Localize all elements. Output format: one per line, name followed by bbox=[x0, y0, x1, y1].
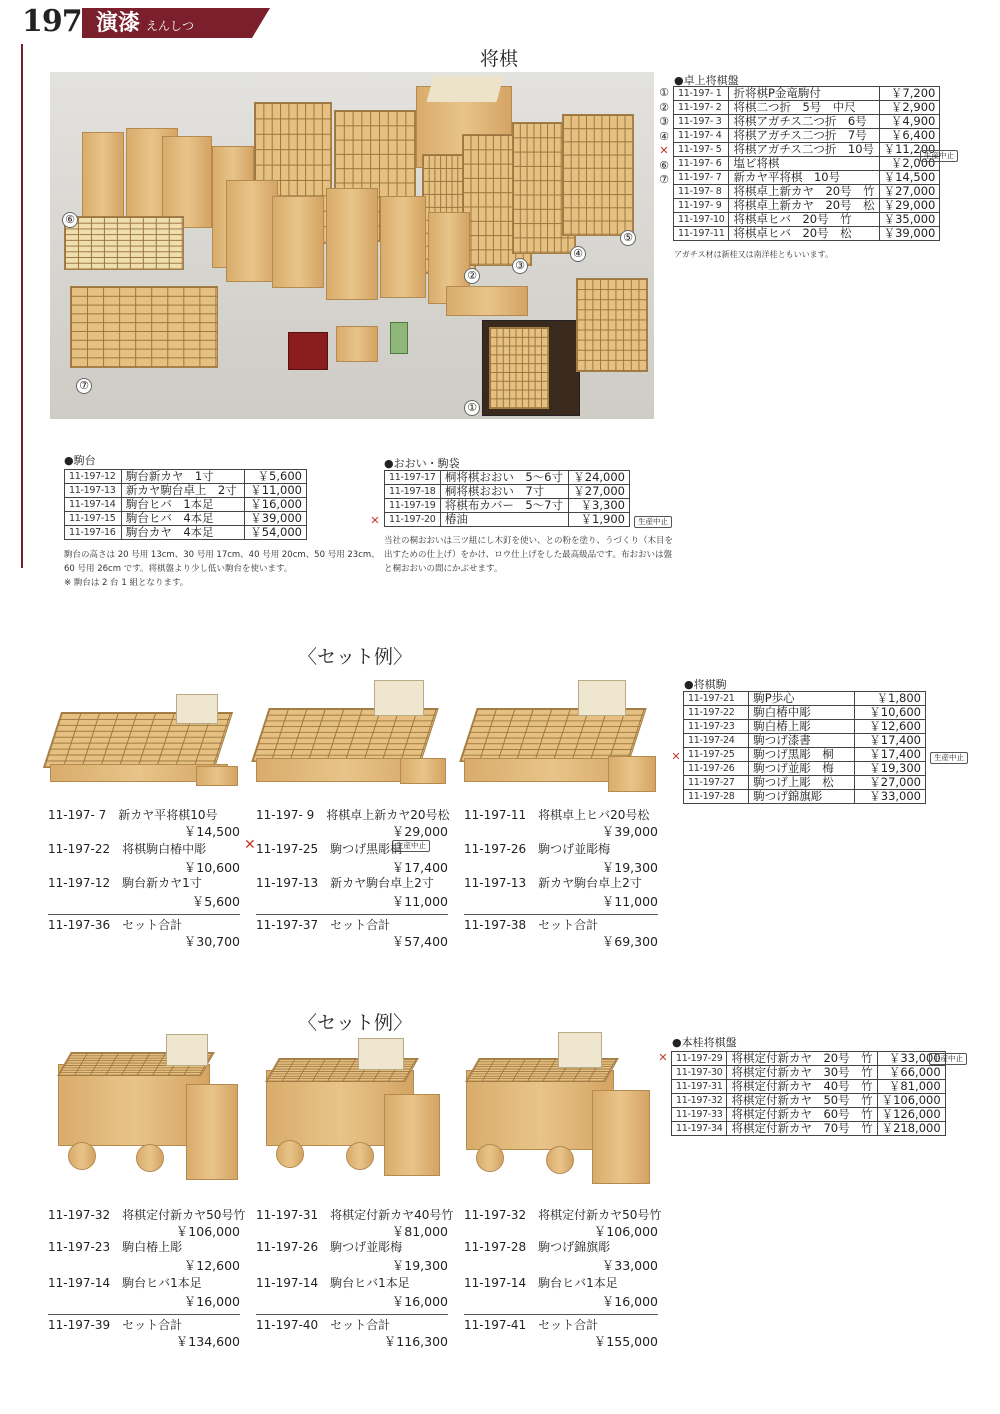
set-image-1 bbox=[46, 690, 242, 792]
divider bbox=[464, 914, 658, 915]
product-name: 折将棋P金竜駒付 bbox=[729, 87, 879, 101]
set-total-line: 11-197-41 セット合計 bbox=[464, 1318, 599, 1332]
set-image-2 bbox=[252, 680, 448, 790]
discontinued-cross-icon: ✕ bbox=[370, 514, 380, 527]
product-price: ￥39,000 bbox=[244, 512, 306, 526]
product-code: 11-197-21 bbox=[684, 692, 749, 706]
set-image-5 bbox=[262, 1030, 458, 1180]
table-row bbox=[385, 471, 630, 485]
set-example-title: 〈セット例〉 bbox=[298, 1012, 413, 1034]
table-row bbox=[385, 485, 630, 499]
product-price: ￥35,000 bbox=[879, 213, 940, 227]
product-price: ￥6,400 bbox=[879, 129, 940, 143]
product-code: 11-197- 3 bbox=[674, 115, 729, 129]
product-price: ￥33,000 bbox=[877, 1052, 945, 1066]
product-price: ￥4,900 bbox=[879, 115, 940, 129]
product-price: ￥7,200 bbox=[879, 87, 940, 101]
set-total-line: 11-197-38 セット合計 bbox=[464, 918, 599, 932]
product-code: 11-197- 5 bbox=[674, 143, 729, 157]
photo-label-1: ① bbox=[464, 400, 480, 416]
product-price: ￥66,000 bbox=[877, 1066, 945, 1080]
koma-box-image bbox=[374, 680, 424, 716]
table-row bbox=[684, 706, 926, 720]
note-line: ※ 駒台は 2 台 1 組となります。 bbox=[64, 578, 189, 588]
honkaya-price-table bbox=[671, 1051, 946, 1136]
table-row bbox=[684, 720, 926, 734]
product-code: 11-197-24 bbox=[684, 734, 749, 748]
set-item-line: 11-197- 9 将棋卓上新カヤ20号松 bbox=[256, 808, 450, 822]
product-code: 11-197-29 bbox=[672, 1052, 727, 1066]
koma-box-image bbox=[558, 1032, 602, 1068]
set-item-price: ￥5,600 bbox=[191, 894, 240, 909]
note-line: 60 号用 26cm です。将棋盤より少し低い駒台を使います。 bbox=[64, 564, 293, 574]
set-item-price: ￥16,000 bbox=[391, 1294, 448, 1309]
row-mark: ① bbox=[659, 86, 669, 99]
table-row bbox=[684, 734, 926, 748]
koma-stand-image bbox=[380, 196, 426, 298]
set-total-price: ￥116,300 bbox=[383, 1334, 448, 1349]
set-item-line: 11-197-25 駒つげ黒彫桐 bbox=[256, 842, 403, 856]
product-price: ￥2,900 bbox=[879, 101, 940, 115]
product-name: 将棋定付新カヤ 40号 竹 bbox=[727, 1080, 877, 1094]
product-price: ￥16,000 bbox=[244, 498, 306, 512]
product-name: 駒つげ錦旗彫 bbox=[749, 790, 854, 804]
koma-stand-image bbox=[82, 132, 124, 218]
product-price: ￥14,500 bbox=[879, 171, 940, 185]
table-row bbox=[684, 748, 926, 762]
koma-price-table bbox=[683, 691, 926, 804]
product-code: 11-197-11 bbox=[674, 227, 729, 241]
product-name: 将棋定付新カヤ 70号 竹 bbox=[727, 1122, 877, 1136]
product-price: ￥81,000 bbox=[877, 1080, 945, 1094]
set-item-price: ￥106,000 bbox=[175, 1224, 240, 1239]
table-row bbox=[674, 87, 940, 101]
set-example-title: 〈セット例〉 bbox=[298, 646, 413, 668]
product-name: 駒つげ並彫 梅 bbox=[749, 762, 854, 776]
table-row bbox=[674, 199, 940, 213]
set-total-line: 11-197-37 セット合計 bbox=[256, 918, 391, 932]
set-item-line: 11-197-26 駒つげ並彫梅 bbox=[464, 842, 611, 856]
set-item-line: 11-197-26 駒つげ並彫梅 bbox=[256, 1240, 403, 1254]
koma-stand-image bbox=[272, 196, 324, 288]
product-photo bbox=[50, 72, 654, 419]
category-title bbox=[96, 8, 194, 41]
photo-label-7: ⑦ bbox=[76, 378, 92, 394]
product-code: 11-197-13 bbox=[65, 484, 122, 498]
product-name: 将棋卓上新カヤ 20号 竹 bbox=[729, 185, 879, 199]
product-name: 駒白椿上彫 bbox=[749, 720, 854, 734]
divider bbox=[256, 1314, 448, 1315]
table-row bbox=[674, 157, 940, 171]
product-code: 11-197-30 bbox=[672, 1066, 727, 1080]
table-row bbox=[674, 115, 940, 129]
set-item-line: 11-197-14 駒台ヒバ1本足 bbox=[256, 1276, 410, 1290]
discontinued-badge: 生産中止 bbox=[930, 752, 968, 764]
set-column-39 bbox=[48, 1208, 246, 1350]
set-item-price: ￥11,000 bbox=[601, 894, 658, 909]
product-name: 駒台カヤ 4本足 bbox=[121, 526, 244, 540]
set-item-line: 11-197-32 将棋定付新カヤ50号竹 bbox=[464, 1208, 662, 1222]
product-price: ￥27,000 bbox=[879, 185, 940, 199]
board-leg-image bbox=[68, 1142, 96, 1170]
koma-box-image bbox=[358, 1038, 404, 1070]
table-row bbox=[674, 171, 940, 185]
product-name: 将棋アガチス二つ折 10号 bbox=[729, 143, 879, 157]
product-name: 将棋布カバー 5～7寸 bbox=[440, 499, 568, 513]
photo-label-5: ⑤ bbox=[620, 230, 636, 246]
board-leg-image bbox=[346, 1142, 374, 1170]
table-row bbox=[674, 101, 940, 115]
table-row bbox=[684, 776, 926, 790]
koma-stand-image bbox=[608, 756, 656, 792]
product-price: ￥3,300 bbox=[568, 499, 629, 513]
table-row bbox=[385, 499, 630, 513]
set-total-price: ￥155,000 bbox=[593, 1334, 658, 1349]
set-item-line: 11-197-12 駒台新カヤ1寸 bbox=[48, 876, 202, 890]
category-title-kana: えんしつ bbox=[146, 19, 195, 33]
koma-heading: ●将棋駒 bbox=[684, 678, 727, 691]
table-row bbox=[674, 185, 940, 199]
table-row bbox=[65, 498, 307, 512]
folding-board-image bbox=[562, 114, 634, 236]
product-price: ￥12,600 bbox=[854, 720, 925, 734]
koma-stand-image bbox=[226, 180, 278, 282]
discontinued-badge: 生産中止 bbox=[392, 840, 430, 852]
cloth-cover-image bbox=[427, 76, 504, 102]
photo-label-2: ② bbox=[464, 268, 480, 284]
product-code: 11-197- 6 bbox=[674, 157, 729, 171]
table-row bbox=[672, 1052, 946, 1066]
set-item-line: 11-197-11 将棋卓上ヒバ20号松 bbox=[464, 808, 650, 822]
product-name: 駒つげ漆書 bbox=[749, 734, 854, 748]
set-total-price: ￥57,400 bbox=[391, 934, 448, 949]
discontinued-badge: 生産中止 bbox=[929, 1053, 967, 1065]
set-column-36 bbox=[48, 808, 240, 950]
table-row bbox=[672, 1094, 946, 1108]
photo-label-4: ④ bbox=[570, 246, 586, 262]
divider bbox=[48, 1314, 240, 1315]
note-line: 出すための仕上げ）をかけ、ロウ仕上げをした最高級品です。布おおいは盤 bbox=[384, 550, 672, 560]
table-row bbox=[674, 227, 940, 241]
product-name: 桐将棋おおい 7寸 bbox=[440, 485, 568, 499]
set-image-6 bbox=[462, 1030, 658, 1186]
discontinued-cross-icon: ✕ bbox=[658, 1051, 668, 1064]
board-case-image bbox=[446, 286, 528, 316]
product-code: 11-197-26 bbox=[684, 762, 749, 776]
row-mark: ③ bbox=[659, 115, 669, 128]
koma-stand-image bbox=[186, 1084, 238, 1180]
set-item-line: 11-197-13 新カヤ駒台卓上2寸 bbox=[256, 876, 434, 890]
product-name: 新カヤ駒台卓上 2寸 bbox=[121, 484, 244, 498]
product-price: ￥17,400 bbox=[854, 734, 925, 748]
set-item-line: 11-197-28 駒つげ錦旗彫 bbox=[464, 1240, 611, 1254]
product-price: ￥29,000 bbox=[879, 199, 940, 213]
divider bbox=[464, 1314, 658, 1315]
product-price: ￥19,300 bbox=[854, 762, 925, 776]
table-row bbox=[672, 1108, 946, 1122]
note-line: 当社の桐おおいは三ツ組にし木釘を使い、との粉を塗り、うづくり（木目を bbox=[384, 536, 674, 546]
product-price: ￥11,000 bbox=[244, 484, 306, 498]
note-line: と桐おおいの間にかぶせます。 bbox=[384, 564, 503, 574]
section-title-shogi: 将棋 bbox=[480, 48, 519, 70]
set-item-price: ￥14,500 bbox=[183, 824, 240, 839]
set-item-price: ￥81,000 bbox=[391, 1224, 448, 1239]
board-image bbox=[459, 708, 647, 762]
row-mark: ⑥ bbox=[659, 158, 669, 172]
product-name: 桐将棋おおい 5～6寸 bbox=[440, 471, 568, 485]
koma-box-image bbox=[336, 326, 378, 362]
discontinued-cross-icon: ✕ bbox=[244, 837, 256, 853]
product-price: ￥1,900 bbox=[568, 513, 629, 527]
product-name: 塩ビ将棋 bbox=[729, 157, 879, 171]
set-total-line: 11-197-40 セット合計 bbox=[256, 1318, 391, 1332]
product-price: ￥1,800 bbox=[854, 692, 925, 706]
table-row bbox=[65, 484, 307, 498]
honkaya-heading: ●本桂将棋盤 bbox=[672, 1036, 737, 1049]
product-name: 将棋アガチス二つ折 6号 bbox=[729, 115, 879, 129]
board-leg-image bbox=[276, 1140, 304, 1168]
set-column-40 bbox=[256, 1208, 454, 1350]
product-code: 11-197-20 bbox=[385, 513, 441, 527]
product-code: 11-197- 8 bbox=[674, 185, 729, 199]
product-name: 駒台ヒバ 1本足 bbox=[121, 498, 244, 512]
product-name: 駒P歩心 bbox=[749, 692, 854, 706]
table-row bbox=[684, 762, 926, 776]
product-code: 11-197- 9 bbox=[674, 199, 729, 213]
koma-stand-image bbox=[326, 188, 378, 300]
product-price: ￥126,000 bbox=[877, 1108, 945, 1122]
product-price: ￥11,200 bbox=[879, 143, 940, 157]
product-code: 11-197-18 bbox=[385, 485, 441, 499]
product-price: ￥5,600 bbox=[244, 470, 306, 484]
set-item-line: 11-197-22 将棋駒白椿中彫 bbox=[48, 842, 207, 856]
komadai-note bbox=[64, 548, 380, 590]
row-mark: ④ bbox=[659, 129, 669, 143]
takujo-heading: ●卓上将棋盤 bbox=[674, 74, 739, 87]
ooi-note bbox=[384, 534, 673, 576]
board-leg-image bbox=[476, 1144, 504, 1172]
note-line: 駒台の高さは 20 号用 13cm、30 号用 17cm、40 号用 20cm、50 号用 23cm、 bbox=[64, 550, 380, 560]
set-item-price: ￥29,000 bbox=[391, 824, 448, 839]
product-name: 駒白椿中彫 bbox=[749, 706, 854, 720]
product-code: 11-197- 1 bbox=[674, 87, 729, 101]
table-row bbox=[65, 526, 307, 540]
product-price: ￥10,600 bbox=[854, 706, 925, 720]
discontinued-cross-icon: ✕ bbox=[671, 750, 681, 763]
set-item-line: 11-197-31 将棋定付新カヤ40号竹 bbox=[256, 1208, 454, 1222]
product-code: 11-197- 2 bbox=[674, 101, 729, 115]
set-column-41 bbox=[464, 1208, 662, 1350]
set-item-price: ￥12,600 bbox=[183, 1258, 240, 1273]
set-column-37 bbox=[256, 808, 448, 950]
komadai-price-table bbox=[64, 469, 307, 540]
product-code: 11-197-27 bbox=[684, 776, 749, 790]
discontinued-badge: 生産中止 bbox=[634, 516, 672, 528]
product-name: 駒台ヒバ 4本足 bbox=[121, 512, 244, 526]
set-item-line: 11-197-13 新カヤ駒台卓上2寸 bbox=[464, 876, 642, 890]
product-price: ￥33,000 bbox=[854, 790, 925, 804]
set-item-price: ￥106,000 bbox=[593, 1224, 658, 1239]
koma-box-image bbox=[166, 1034, 208, 1066]
product-code: 11-197-31 bbox=[672, 1080, 727, 1094]
vinyl-board-image bbox=[64, 216, 184, 270]
set-column-38 bbox=[464, 808, 658, 950]
ooi-price-table bbox=[384, 470, 630, 527]
product-name: 将棋定付新カヤ 30号 竹 bbox=[727, 1066, 877, 1080]
product-name: 将棋アガチス二つ折 7号 bbox=[729, 129, 879, 143]
folding-board-case-image bbox=[482, 320, 580, 416]
product-code: 11-197-16 bbox=[65, 526, 122, 540]
set-total-price: ￥134,600 bbox=[175, 1334, 240, 1349]
koma-stand-image bbox=[196, 766, 238, 786]
product-name: 新カヤ平将棋 10号 bbox=[729, 171, 879, 185]
komadai-heading: ●駒台 bbox=[64, 454, 96, 467]
set-item-line: 11-197-14 駒台ヒバ1本足 bbox=[464, 1276, 618, 1290]
product-price: ￥17,400 bbox=[854, 748, 925, 762]
board-image bbox=[251, 708, 439, 762]
table-row bbox=[674, 143, 940, 157]
product-price: ￥2,000 bbox=[879, 157, 940, 171]
table-row bbox=[672, 1122, 946, 1136]
discontinued-badge: 生産中止 bbox=[920, 150, 958, 162]
photo-label-6: ⑥ bbox=[62, 212, 78, 228]
row-mark: ⑦ bbox=[659, 173, 669, 186]
product-code: 11-197-25 bbox=[684, 748, 749, 762]
divider bbox=[256, 914, 448, 915]
row-mark: ② bbox=[659, 100, 669, 114]
oil-bottle-image bbox=[390, 322, 408, 354]
page-number: 197 bbox=[22, 4, 82, 39]
product-code: 11-197-22 bbox=[684, 706, 749, 720]
koma-stand-image bbox=[384, 1094, 440, 1176]
product-price: ￥27,000 bbox=[568, 485, 629, 499]
product-code: 11-197-23 bbox=[684, 720, 749, 734]
set-item-line: 11-197-32 将棋定付新カヤ50号竹 bbox=[48, 1208, 246, 1222]
table-row bbox=[385, 513, 630, 527]
accent-rule bbox=[21, 44, 23, 568]
product-code: 11-197-10 bbox=[674, 213, 729, 227]
product-code: 11-197-32 bbox=[672, 1094, 727, 1108]
set-item-line: 11-197-23 駒白椿上彫 bbox=[48, 1240, 183, 1254]
set-total-line: 11-197-36 セット合計 bbox=[48, 918, 183, 932]
set-total-line: 11-197-39 セット合計 bbox=[48, 1318, 183, 1332]
set-total-price: ￥69,300 bbox=[601, 934, 658, 949]
category-title-kanji: 演漆 bbox=[96, 10, 141, 36]
product-code: 11-197-14 bbox=[65, 498, 122, 512]
discontinued-cross-icon: ✕ bbox=[659, 144, 669, 157]
product-name: 将棋定付新カヤ 60号 竹 bbox=[727, 1108, 877, 1122]
set-item-price: ￥19,300 bbox=[391, 1258, 448, 1273]
set-item-price: ￥39,000 bbox=[601, 824, 658, 839]
product-name: 将棋卓ヒバ 20号 竹 bbox=[729, 213, 879, 227]
table-row bbox=[672, 1080, 946, 1094]
takujo-marks bbox=[656, 86, 672, 188]
product-name: 将棋定付新カヤ 20号 竹 bbox=[727, 1052, 877, 1066]
table-row bbox=[65, 470, 307, 484]
divider bbox=[48, 914, 240, 915]
product-code: 11-197-33 bbox=[672, 1108, 727, 1122]
takujo-price-table bbox=[673, 86, 940, 241]
table-row bbox=[674, 129, 940, 143]
set-total-price: ￥30,700 bbox=[183, 934, 240, 949]
product-price: ￥54,000 bbox=[244, 526, 306, 540]
folding-board-inner-image bbox=[489, 327, 549, 409]
product-price: ￥218,000 bbox=[877, 1122, 945, 1136]
product-code: 11-197-17 bbox=[385, 471, 441, 485]
flat-board-image bbox=[70, 286, 218, 368]
product-price: ￥27,000 bbox=[854, 776, 925, 790]
koma-stand-image bbox=[400, 758, 446, 784]
set-item-price: ￥11,000 bbox=[391, 894, 448, 909]
set-item-price: ￥33,000 bbox=[601, 1258, 658, 1273]
table-row bbox=[672, 1066, 946, 1080]
set-item-price: ￥10,600 bbox=[183, 860, 240, 875]
product-name: 椿油 bbox=[440, 513, 568, 527]
product-price: ￥24,000 bbox=[568, 471, 629, 485]
product-name: 将棋定付新カヤ 50号 竹 bbox=[727, 1094, 877, 1108]
set-item-price: ￥16,000 bbox=[183, 1294, 240, 1309]
product-code: 11-197-28 bbox=[684, 790, 749, 804]
table-row bbox=[65, 512, 307, 526]
product-code: 11-197-19 bbox=[385, 499, 441, 513]
photo-label-3: ③ bbox=[512, 258, 528, 274]
table-row bbox=[684, 790, 926, 804]
set-item-price: ￥19,300 bbox=[601, 860, 658, 875]
product-price: ￥106,000 bbox=[877, 1094, 945, 1108]
set-image-3 bbox=[458, 680, 658, 796]
koma-box-image bbox=[578, 680, 626, 716]
table-row bbox=[674, 213, 940, 227]
set-item-line: 11-197-14 駒台ヒバ1本足 bbox=[48, 1276, 202, 1290]
koma-stand-image bbox=[162, 136, 212, 228]
takujo-note: アガチス材は新桂又は南洋桂ともいいます。 bbox=[674, 250, 833, 259]
product-name: 将棋卓ヒバ 20号 松 bbox=[729, 227, 879, 241]
product-price: ￥39,000 bbox=[879, 227, 940, 241]
product-name: 将棋卓上新カヤ 20号 松 bbox=[729, 199, 879, 213]
set-image-4 bbox=[54, 1030, 250, 1180]
board-with-pieces-image bbox=[576, 278, 648, 372]
product-name: 駒つげ上彫 松 bbox=[749, 776, 854, 790]
board-leg-image bbox=[136, 1144, 164, 1172]
product-code: 11-197- 7 bbox=[674, 171, 729, 185]
ooi-heading: ●おおい・駒袋 bbox=[384, 457, 460, 470]
product-code: 11-197-15 bbox=[65, 512, 122, 526]
set-item-price: ￥17,400 bbox=[391, 860, 448, 875]
table-row bbox=[684, 692, 926, 706]
product-code: 11-197-12 bbox=[65, 470, 122, 484]
koma-box-red-image bbox=[288, 332, 328, 370]
product-name: 将棋二つ折 5号 中尺 bbox=[729, 101, 879, 115]
koma-box-image bbox=[176, 694, 218, 724]
product-code: 11-197-34 bbox=[672, 1122, 727, 1136]
koma-stand-image bbox=[592, 1090, 650, 1184]
product-code: 11-197- 4 bbox=[674, 129, 729, 143]
product-name: 駒つげ黒彫 桐 bbox=[749, 748, 854, 762]
product-name: 駒台新カヤ 1寸 bbox=[121, 470, 244, 484]
set-item-price: ￥16,000 bbox=[601, 1294, 658, 1309]
board-leg-image bbox=[546, 1146, 574, 1174]
set-item-line: 11-197- 7 新カヤ平将棋10号 bbox=[48, 808, 218, 822]
